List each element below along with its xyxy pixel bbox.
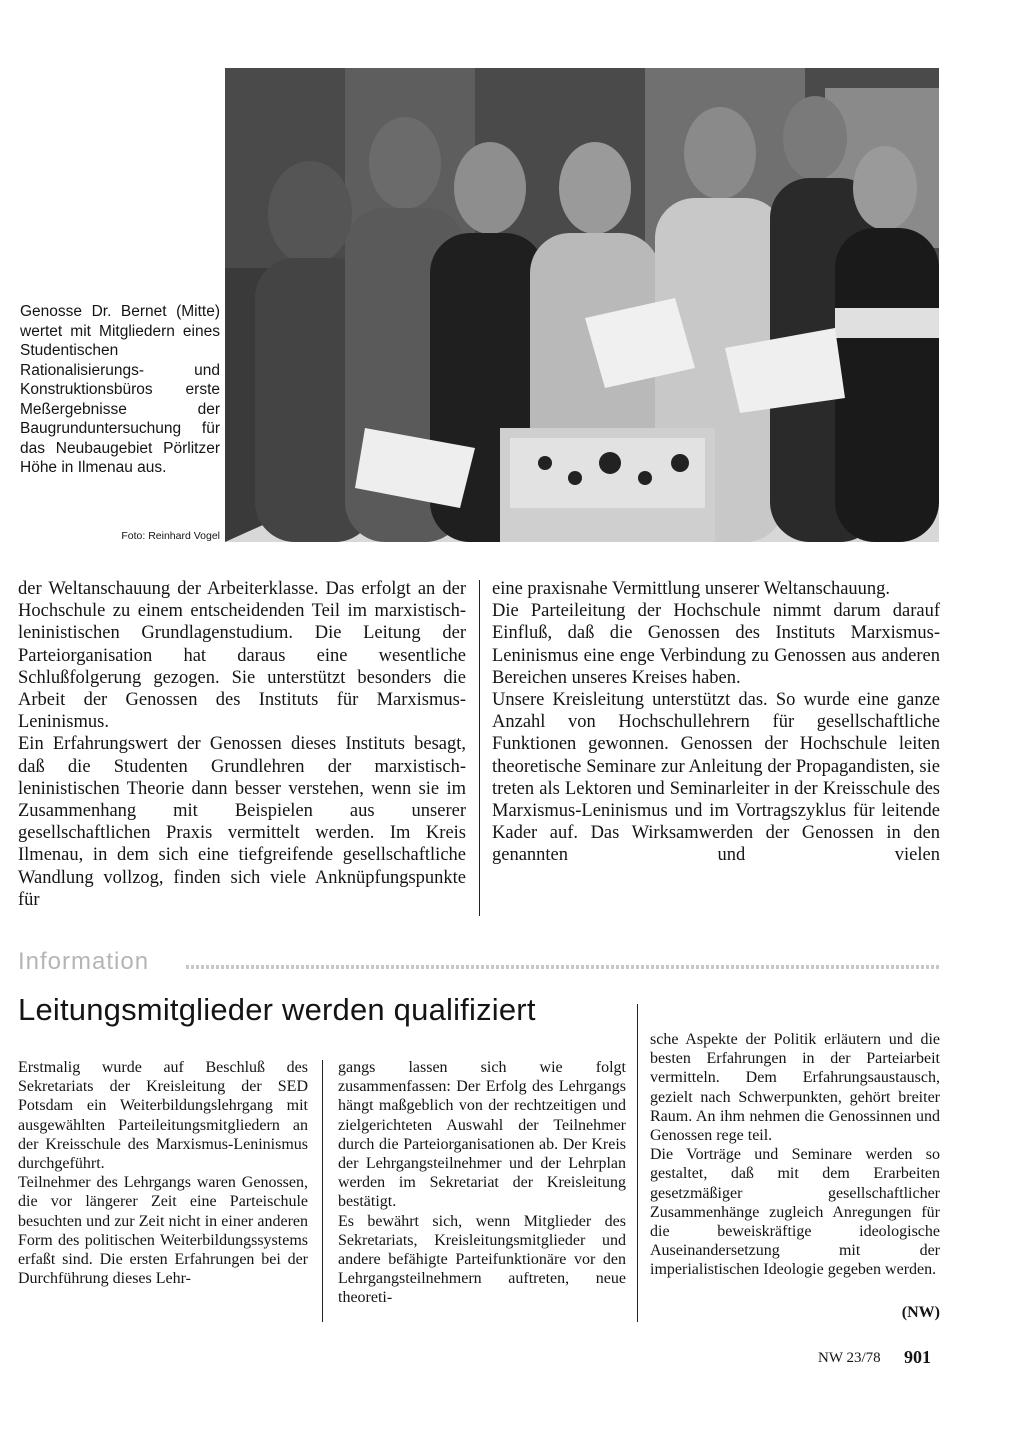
article-paragraph: Die Parteileitung der Hochschule nimmt darum darauf Einfluß, daß die Genossen des Instituts Marxismus-Leninismus eine enge Verbindung zu Genossen aus anderen Bereichen unseres Kreises haben. xyxy=(492,601,940,688)
photo-caption: Genosse Dr. Bernet (Mitte) wertet mit Mitgliedern eines Studentischen Rationalisierungs- und Konstruktionsbüros erste Meßergebnisse der Baugrunduntersuchung für das Neubaugebiet Pörlitzer Höhe in Ilmenau aus. xyxy=(20,303,220,476)
article-paragraph: eine praxisnahe Vermittlung unserer Weltanschauung. xyxy=(492,579,891,599)
info-paragraph: gangs lassen sich wie folgt zusammenfassen: Der Erfolg des Lehrgangs hängt maßgeblich von der rechtzeitigen und zielgerichteten Auswahl der Teilnehmer durch die Parteiorganisationen ab. Der Kreis der Lehrgangsteilnehmer und der Lehrplan werden im Sekretariat der Kreisleitung bestätigt. xyxy=(338,1059,626,1211)
article-column-1 xyxy=(18,578,466,911)
info-paragraph: sche Aspekte der Politik erläutern und die besten Erfahrungen in der Parteiarbeit vermitteln. Dem Erfahrungsaustausch, gezielt nach Schwerpunkten, gehört breiter Raum. An ihm nehmen die Genossinnen und Genossen rege teil. xyxy=(650,1031,940,1145)
article-photo xyxy=(225,68,939,542)
article-column-2 xyxy=(492,578,940,867)
section-label: Information xyxy=(18,948,150,975)
information-section-header xyxy=(18,948,940,978)
column-divider xyxy=(637,1004,638,1322)
photo-illustration xyxy=(225,68,939,542)
info-column-1 xyxy=(18,1058,308,1288)
article-paragraph: der Weltanschauung der Arbeiterklasse. Das erfolgt an der Hochschule zu einem entscheidenden Teil im marxistisch-leninistischen Grundlagenstudium. Die Leitung der Parteiorganisation hat daraus eine wesentliche Schlußfolgerung gezogen. Sie unterstützt besonders die Arbeit der Genossen des Instituts für Marxismus-Leninismus. xyxy=(18,579,466,733)
info-column-2 xyxy=(338,1058,626,1308)
info-paragraph: Erstmalig wurde auf Beschluß des Sekretariats der Kreisleitung der SED Potsdam ein Weiterbildungslehrgang mit ausgewählten Parteileitungsmitgliedern an der Kreisschule des Marxismus-Leninismus durchgeführt. xyxy=(18,1059,308,1173)
info-paragraph: Es bewährt sich, wenn Mitglieder des Sekretariats, Kreisleitungsmitglieder und andere befähigte Parteifunktionäre vor den Lehrgangsteilnehmern auftreten, neue theoreti- xyxy=(338,1212,626,1307)
info-column-3 xyxy=(650,1030,940,1280)
issue-number: NW 23/78 xyxy=(818,1350,881,1366)
article-paragraph: Ein Erfahrungswert der Genossen dieses Instituts besagt, daß die Studenten Grundlehren der marxistisch-leninistischen Theorie dann besser verstehen, wenn sie im Zusammenhang mit Beispielen aus unserer gesellschaftlichen Praxis vermittelt werden. Im Kreis Ilmenau, in dem sich eine tiefgreifende gesellschaftliche Wandlung vollzog, finden sich viele Anknüpfungspunkte für xyxy=(18,734,466,910)
info-headline: Leitungsmitglieder werden qualifiziert xyxy=(18,992,536,1027)
info-signature: (NW) xyxy=(901,1304,940,1321)
dotted-rule xyxy=(186,965,940,969)
info-paragraph: Teilnehmer des Lehrgangs waren Genossen, die vor längerer Zeit eine Parteischule besuchten und zur Zeit nicht in einer anderen Form des politischen Weiterbildungssystems erfaßt sind. Die ersten Erfahrungen bei der Durchführung dieses Lehr- xyxy=(18,1174,308,1288)
photo-credit: Foto: Reinhard Vogel xyxy=(121,530,220,542)
column-divider xyxy=(322,1060,323,1322)
article-paragraph: Unsere Kreisleitung unterstützt das. So wurde eine ganze Anzahl von Hochschullehrern für gesellschaftliche Funktionen gewonnen. Genossen der Hochschule leiten theoretische Seminare zur Anleitung der Propagandisten, sie treten als Lektoren und Seminarleiter in der Kreisschule des Marxismus-Leninismus und im Vortragszyklus für leitende Kader auf. Das Wirksamwerden der Genossen in den genannten und vielen xyxy=(492,690,940,866)
info-paragraph: Die Vorträge und Seminare werden so gestaltet, daß mit dem Erarbeiten gesetzmäßiger gesellschaftlicher Zusammenhänge zugleich Anregungen für die beweiskräftige ideologische Auseinandersetzung mit der imperialistischen Ideologie gegeben werden. xyxy=(650,1146,940,1279)
column-divider xyxy=(479,580,480,916)
page-number: 901 xyxy=(904,1347,931,1367)
